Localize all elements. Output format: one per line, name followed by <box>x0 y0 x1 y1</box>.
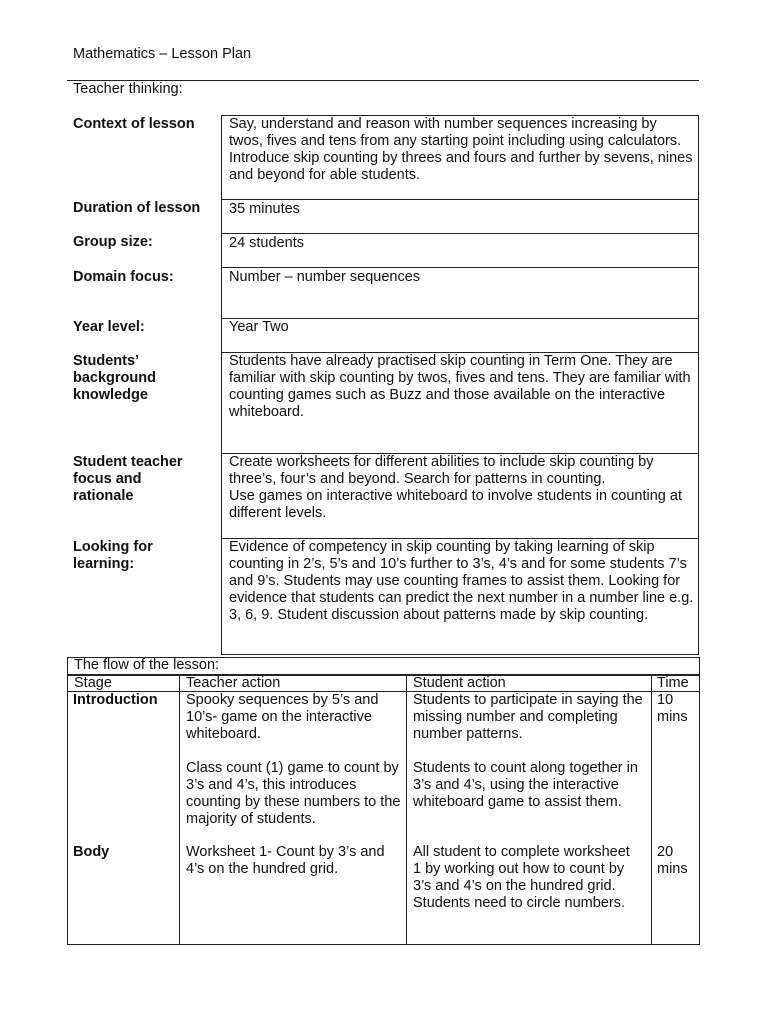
teacher-focus-value <box>229 454 694 522</box>
context-label: Context of lesson <box>73 116 195 132</box>
context-value: Say, understand and reason with number sequences increasing by twos, fives and tens from any starting point including using calculators. Introduce skip counting by threes and fours and further by sevens, nines and beyond for able students. <box>229 116 693 183</box>
background-knowledge-value: Students have already practised skip counting in Term One. They are familiar with skip counting by twos, fives and tens. They are familiar with counting games such as Buzz and those available on the interactive whiteboard. <box>229 353 691 420</box>
column-divider <box>179 675 180 945</box>
group-size-label: Group size: <box>73 234 153 250</box>
stage-introduction: Introduction <box>73 692 158 708</box>
flow-title: The flow of the lesson: <box>74 657 220 673</box>
domain-focus-value: Number – number sequences <box>229 269 421 285</box>
header-teacher-action: Teacher action <box>186 675 281 691</box>
teacher-action-cell <box>186 844 401 878</box>
header-stage: Stage <box>74 675 112 691</box>
background-knowledge-label: Students’ background knowledge <box>73 353 156 403</box>
teacher-focus-line: Use games on interactive whiteboard to involve students in counting at different levels. <box>229 488 682 521</box>
year-level-value: Year Two <box>229 319 289 335</box>
domain-focus-label: Domain focus: <box>73 269 174 285</box>
student-action-text: Students to participate in saying the missing number and completing number patterns. <box>413 692 643 742</box>
header-time: Time <box>657 675 689 691</box>
column-divider <box>651 675 652 945</box>
student-action-cell <box>413 692 646 811</box>
looking-for-learning-value: Evidence of competency in skip counting by taking learning of skip counting in 2’s, 5’s and 10’s further to 3’s, 4’s and for some students 7’s and 9’s. Students may use counting frames to assist them. Looking for evidence that students can predict the next number in a number line e.g. 3, 6, 9. Student discussion about patterns made by skip counting. <box>229 539 694 623</box>
teacher-focus-label: Student teacher focus and rationale <box>73 454 183 504</box>
group-size-value: 24 students <box>229 235 304 251</box>
teacher-action-text: Spooky sequences by 5’s and 10’s- game on the interactive whiteboard. <box>186 692 379 742</box>
row-divider <box>221 199 699 200</box>
row-divider <box>221 233 699 234</box>
time-introduction: 10 mins <box>657 692 688 725</box>
header-student-action: Student action <box>413 675 506 691</box>
row-divider <box>221 267 699 268</box>
student-action-cell <box>413 844 638 912</box>
column-divider <box>406 675 407 945</box>
document-title: Mathematics – Lesson Plan <box>73 46 252 62</box>
stage-body: Body <box>73 844 110 860</box>
teacher-action-text: Class count (1) game to count by 3’s and 4’s, this introduces counting by these numbers to the majority of students. <box>186 760 401 827</box>
student-action-text: All student to complete worksheet 1 by working out how to count by 3’s and 4’s on the hundred grid. Students need to circle numbers. <box>413 844 630 911</box>
duration-value: 35 minutes <box>229 201 300 217</box>
teacher-focus-line: Create worksheets for different abilities to include skip counting by three’s, four’s and beyond. Search for patterns in counting. <box>229 454 654 487</box>
teacher-action-cell <box>186 692 401 828</box>
teacher-action-text: Worksheet 1- Count by 3’s and 4’s on the hundred grid. <box>186 844 385 877</box>
teacher-thinking-label: Teacher thinking: <box>73 81 183 97</box>
student-action-text: Students to count along together in 3’s and 4’s, using the interactive whiteboard game to assist them. <box>413 760 638 810</box>
duration-label: Duration of lesson <box>73 200 201 216</box>
year-level-label: Year level: <box>73 319 145 335</box>
looking-for-learning-label: Looking for learning: <box>73 539 153 572</box>
time-body: 20 mins <box>657 844 688 877</box>
